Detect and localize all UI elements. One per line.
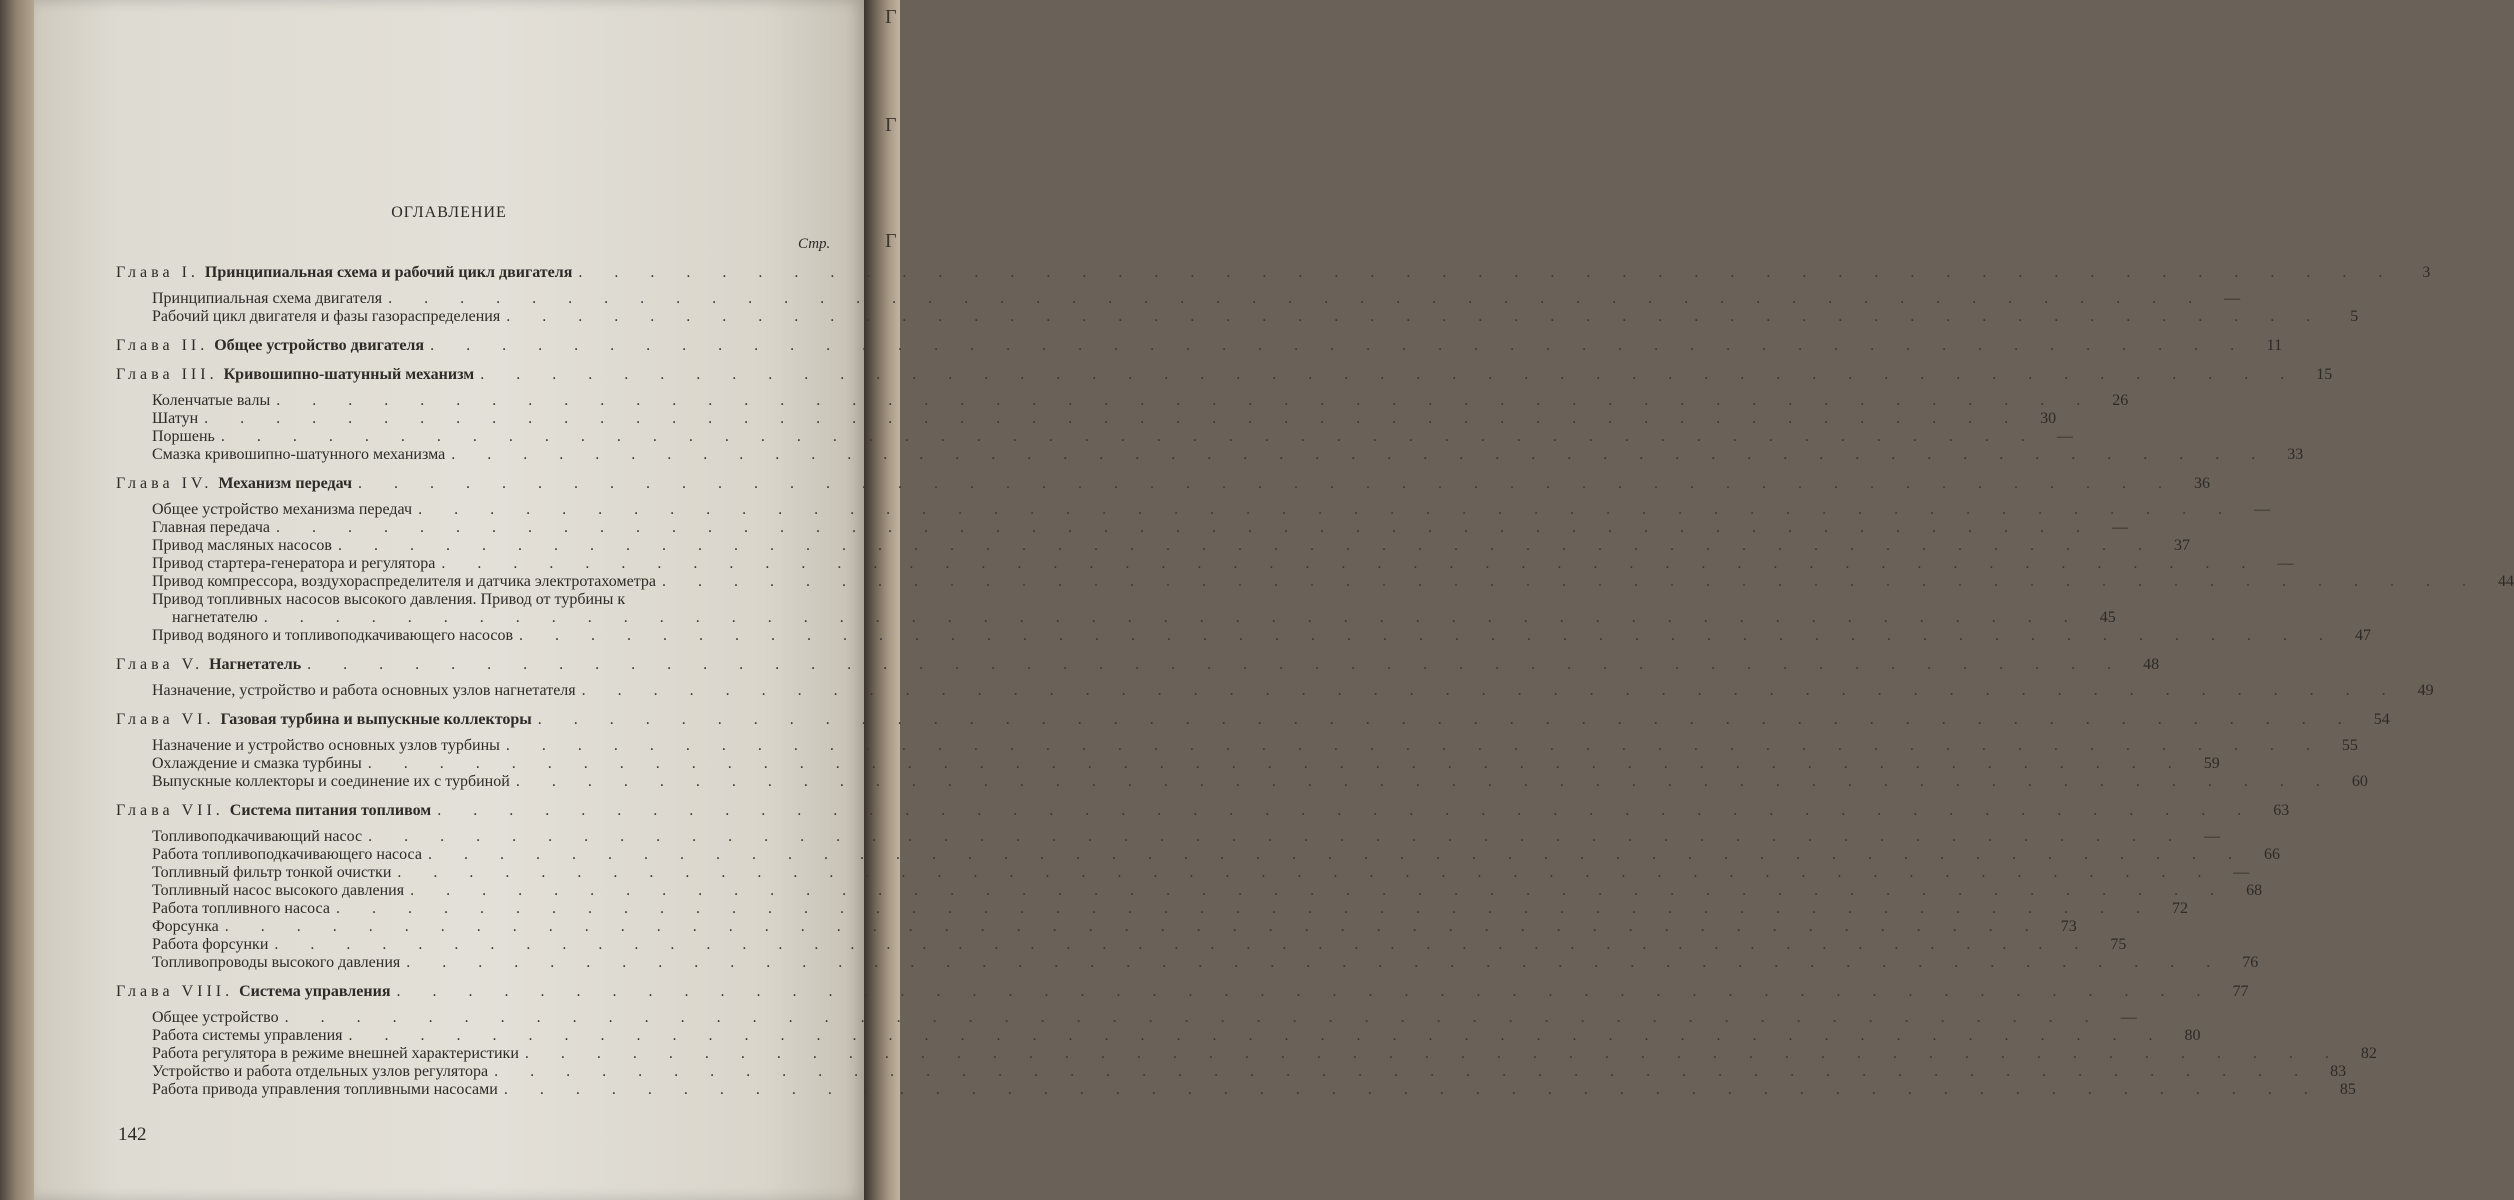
leader-dots — [396, 983, 2214, 1001]
leader-dots — [276, 392, 2094, 410]
toc-chapter — [116, 364, 2333, 384]
entry-title: Работа привода управления топливными насосами — [152, 1081, 498, 1098]
toc-entry — [116, 737, 2358, 755]
toc-entry — [116, 609, 2116, 627]
chapter-title: Принципиальная схема и рабочий цикл двигателя — [204, 264, 573, 281]
entry-title: Назначение и устройство основных узлов турбины — [152, 737, 500, 754]
toc-page-number: 80 — [2184, 1027, 2201, 1044]
toc-page-number: — — [2254, 501, 2271, 518]
entry-title: Назначение, устройство и работа основных узлов нагнетателя — [152, 682, 576, 699]
toc-page-number: 30 — [2040, 410, 2057, 427]
toc-entry — [116, 446, 2304, 464]
toc-entry — [116, 627, 2371, 645]
toc-entry — [116, 755, 2220, 773]
toc-page-number: 55 — [2341, 737, 2358, 754]
next-page-letter: Г — [885, 6, 897, 28]
toc-entry — [116, 954, 2259, 972]
toc-entry — [116, 591, 838, 609]
next-page-letter: Г — [885, 230, 897, 252]
chapter-title: Механизм передач — [218, 475, 352, 492]
entry-title: Выпускные коллекторы и соединение их с турбиной — [152, 773, 510, 790]
toc-chapter — [116, 800, 2290, 820]
chapter-number: Глава II. — [116, 337, 209, 354]
chapter-title: Кривошипно-шатунный механизм — [223, 366, 475, 383]
toc-page-number: 48 — [2143, 656, 2160, 673]
toc-page-number: 45 — [2099, 609, 2116, 626]
toc-page-number: — — [2056, 428, 2073, 445]
chapter-title: Газовая турбина и выпускные коллекторы — [220, 711, 532, 728]
toc-page-number: 54 — [2373, 711, 2390, 728]
chapter-number: Глава IV. — [116, 475, 213, 492]
toc-entry — [116, 290, 2241, 308]
toc-entry — [116, 1027, 2201, 1045]
leader-dots — [428, 846, 2246, 864]
toc-page-number: 15 — [2316, 366, 2333, 383]
entry-title: Топливный фильтр тонкой очистки — [152, 864, 392, 881]
leader-dots — [225, 918, 2043, 936]
next-page-letter: Г — [885, 114, 897, 136]
chapter-title: Система питания топливом — [229, 802, 432, 819]
toc-page-number: 60 — [2351, 773, 2368, 790]
entry-title: Главная передача — [152, 519, 271, 536]
toc-page-number: 73 — [2060, 918, 2077, 935]
toc-page-number: 47 — [2355, 627, 2371, 644]
entry-title: Работа форсунки — [152, 936, 269, 953]
leader-dots — [221, 428, 2039, 446]
page-column-label: Стр. — [798, 236, 831, 252]
entry-title: Принципиальная схема двигателя — [152, 290, 383, 307]
leader-dots — [480, 366, 2298, 384]
entry-title: Шатун — [152, 410, 199, 427]
toc-page-number: — — [2233, 864, 2250, 881]
chapter-number: Глава VI. — [116, 711, 215, 728]
entry-title: Работа топливного насоса — [152, 900, 330, 917]
toc-page-number: 59 — [2203, 755, 2220, 772]
leader-dots — [525, 1045, 2343, 1063]
toc-page-number: 44 — [2498, 573, 2514, 590]
leader-dots — [662, 573, 2480, 591]
toc-entry — [116, 1045, 2377, 1063]
chapter-title: Система управления — [239, 983, 391, 1000]
leader-dots — [264, 609, 2082, 627]
toc-entry — [116, 864, 2250, 882]
toc-entry — [116, 519, 2129, 537]
chapter-number: Глава VIII. — [116, 983, 234, 1000]
leader-dots — [406, 954, 2224, 972]
toc-page-number: — — [2120, 1009, 2137, 1026]
leader-dots — [349, 1027, 2167, 1045]
page-title: ОГЛАВЛЕНИЕ — [391, 204, 507, 221]
leader-dots — [285, 1009, 2103, 1027]
leader-dots — [582, 682, 2400, 700]
chapter-number: Глава VII. — [116, 802, 224, 819]
entry-title: Смазка кривошипно-шатунного механизма — [152, 446, 446, 463]
toc-page-number: — — [2204, 828, 2221, 845]
leader-dots — [336, 900, 2154, 918]
toc-page-number: 36 — [2194, 475, 2210, 492]
leader-dots — [410, 882, 2228, 900]
chapter-number: Глава I. — [116, 264, 199, 281]
toc-page-number: 5 — [2350, 308, 2359, 325]
toc-entry — [116, 537, 2190, 555]
entry-title: Охлаждение и смазка турбины — [152, 755, 362, 772]
toc-page-number: 37 — [2173, 537, 2190, 554]
toc-page-number: 83 — [2330, 1063, 2347, 1080]
toc-page-number: 82 — [2360, 1045, 2377, 1062]
leader-dots — [506, 308, 2324, 326]
leader-dots — [338, 537, 2156, 555]
toc-entry — [116, 573, 2514, 591]
entry-title: Работа топливоподкачивающего насоса — [152, 846, 422, 863]
toc-page-number: 11 — [2266, 337, 2283, 354]
toc-page-number: — — [2277, 555, 2294, 572]
leader-dots — [494, 1063, 2312, 1081]
toc-page-number: 3 — [2422, 264, 2431, 281]
entry-title: Устройство и работа отдельных узлов регулятора — [152, 1063, 489, 1080]
toc-page-number: 77 — [2232, 983, 2249, 1000]
leader-dots — [274, 936, 2092, 954]
toc-chapter — [116, 709, 2390, 729]
toc-page-number: 85 — [2339, 1081, 2356, 1098]
leader-dots — [276, 519, 2094, 537]
toc-entry — [116, 392, 2129, 410]
leader-dots — [441, 555, 2259, 573]
leader-dots — [430, 337, 2248, 355]
entry-title: Привод топливных насосов высокого давления. Привод от турбины к — [152, 591, 626, 608]
entry-title: Поршень — [152, 428, 215, 445]
toc-page-number: 66 — [2263, 846, 2280, 863]
toc-chapter — [116, 654, 2160, 674]
toc-page-number: 49 — [2417, 682, 2434, 699]
leader-dots — [506, 737, 2324, 755]
leader-dots — [388, 290, 2206, 308]
entry-title: Топливный насос высокого давления — [152, 882, 405, 899]
toc-page-number: 33 — [2287, 446, 2304, 463]
entry-title: Общее устройство — [152, 1009, 279, 1026]
entry-title: Работа регулятора в режиме внешней характеристики — [152, 1045, 519, 1062]
toc-entry — [116, 410, 2057, 428]
entry-title: Рабочий цикл двигателя и фазы газораспределения — [152, 308, 501, 325]
entry-title: Коленчатые валы — [152, 392, 271, 409]
toc-entry — [116, 773, 2368, 791]
toc-entry — [116, 1081, 2356, 1099]
leader-dots — [516, 773, 2334, 791]
leader-dots — [204, 410, 2022, 428]
chapter-title: Общее устройство двигателя — [214, 337, 425, 354]
toc-chapter — [116, 981, 2249, 1001]
toc-entry — [116, 1063, 2347, 1081]
leader-dots — [451, 446, 2269, 464]
toc-entry — [116, 308, 2359, 326]
entry-title: нагнетателю — [172, 609, 258, 626]
entry-title: Топливопроводы высокого давления — [152, 954, 401, 971]
chapter-title: Нагнетатель — [209, 656, 302, 673]
toc-page-number: 75 — [2110, 936, 2127, 953]
toc-chapter — [116, 473, 2210, 493]
entry-title: Привод компрессора, воздухораспределителя и датчика электротахометра — [152, 573, 656, 590]
leader-dots — [368, 828, 2186, 846]
toc-chapter — [116, 335, 2283, 355]
toc-page-number: 72 — [2171, 900, 2188, 917]
toc-page-number: 76 — [2242, 954, 2259, 971]
toc-entry — [116, 900, 2188, 918]
entry-title: Общее устройство механизма передач — [152, 501, 413, 518]
toc-page-number: 68 — [2246, 882, 2263, 899]
leader-dots — [368, 755, 2186, 773]
leader-dots — [307, 656, 2125, 674]
entry-title: Топливоподкачивающий насос — [152, 828, 363, 845]
toc-page-number: — — [2112, 519, 2129, 536]
leader-dots — [504, 1081, 2322, 1099]
leader-dots — [418, 501, 2236, 519]
toc-entry — [116, 1009, 2137, 1027]
leader-dots — [538, 711, 2356, 729]
leader-dots — [519, 627, 2337, 645]
leader-dots — [397, 864, 2215, 882]
toc-page-number: 26 — [2112, 392, 2129, 409]
toc-chapter — [116, 262, 2431, 282]
toc-entry — [116, 682, 2434, 700]
table-of-contents — [116, 262, 2514, 1099]
entry-title: Работа системы управления — [152, 1027, 343, 1044]
leader-dots — [358, 475, 2176, 493]
toc-entry — [116, 555, 2294, 573]
toc-entry — [116, 882, 2263, 900]
toc-entry — [116, 828, 2221, 846]
entry-title: Форсунка — [152, 918, 219, 935]
toc-entry — [116, 936, 2127, 954]
leader-dots — [437, 802, 2255, 820]
entry-title: Привод стартера-генератора и регулятора — [152, 555, 436, 572]
toc-page-number: — — [2224, 290, 2241, 307]
chapter-number: Глава III. — [116, 366, 218, 383]
entry-title: Привод водяного и топливоподкачивающего насосов — [152, 627, 513, 644]
toc-entry — [116, 846, 2280, 864]
chapter-number: Глава V. — [116, 656, 204, 673]
leader-dots — [578, 264, 2396, 282]
book-spine-edge — [0, 0, 34, 1200]
toc-entry — [116, 501, 2271, 519]
entry-title: Привод масляных насосов — [152, 537, 332, 554]
toc-entry — [116, 918, 2077, 936]
toc-entry — [116, 428, 2073, 446]
toc-page-number: 63 — [2273, 802, 2290, 819]
page-number: 142 — [118, 1124, 147, 1145]
